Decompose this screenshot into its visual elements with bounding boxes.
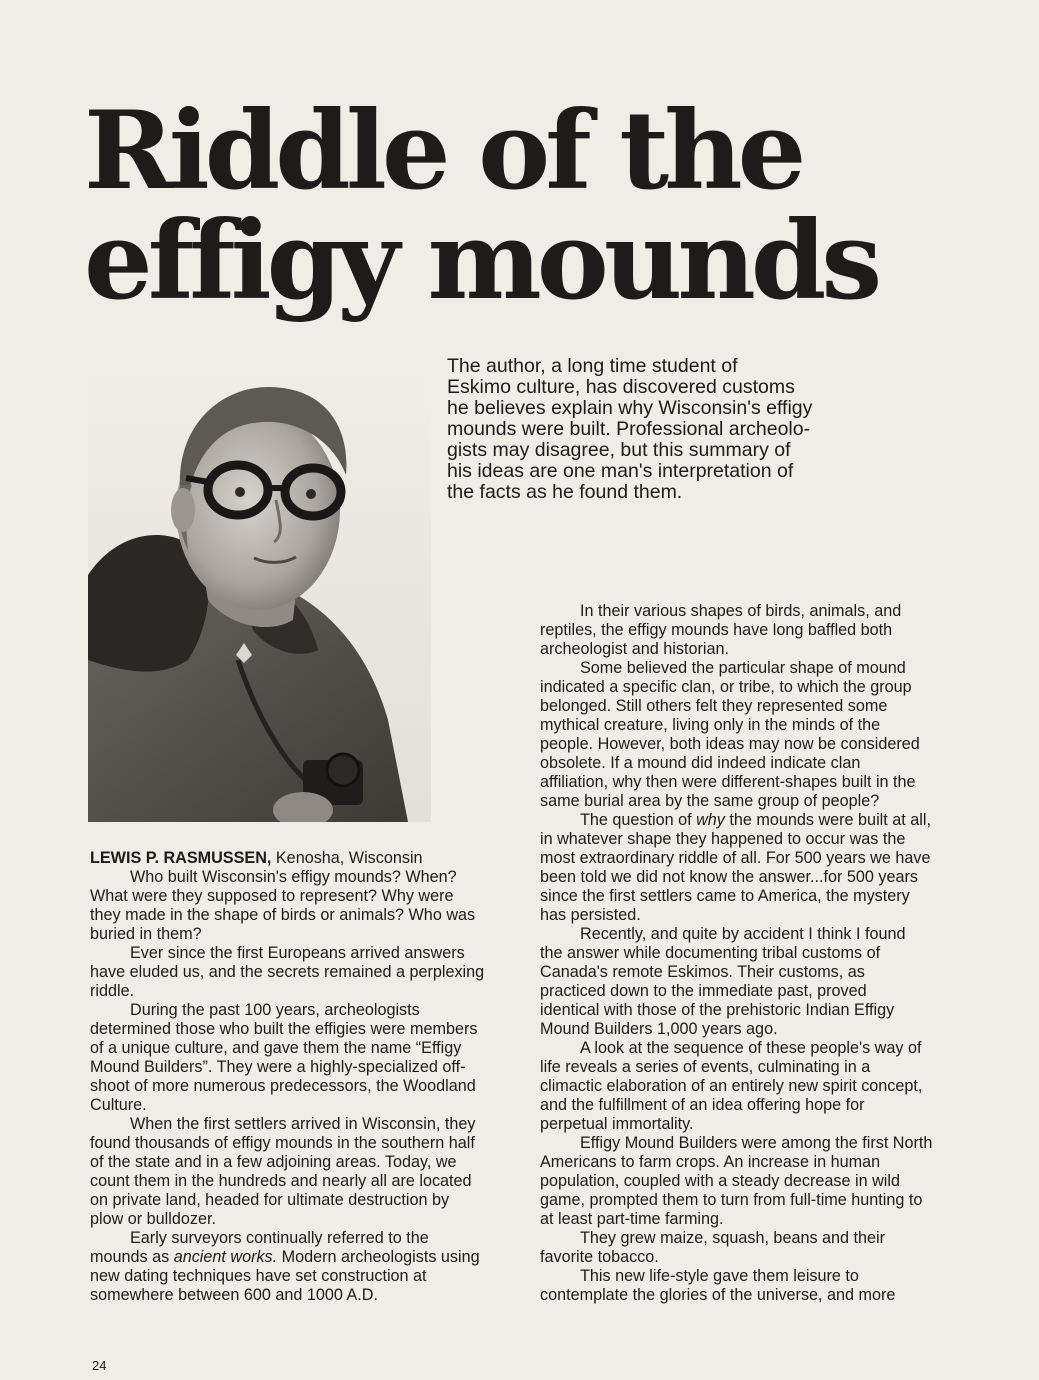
body-line: found thousands of effigy mounds in the southern half bbox=[90, 1134, 475, 1152]
body-line: belonged. Still others felt they represented some bbox=[540, 697, 888, 715]
body-line: Who built Wisconsin's effigy mounds? When? bbox=[130, 868, 457, 886]
left-text-column bbox=[90, 849, 510, 1305]
body-line: been told we did not know the answer...for 500 years bbox=[540, 868, 918, 886]
body-line: Canada's remote Eskimos. Their customs, as bbox=[540, 963, 865, 981]
body-line: mythical creature, living only in the minds of the bbox=[540, 716, 881, 734]
body-line: Mound Builders 1,000 years ago. bbox=[540, 1020, 778, 1038]
body-text: mounds as bbox=[90, 1248, 174, 1266]
body-line: archeologist and historian. bbox=[540, 640, 729, 658]
intro-line: gists may disagree, but this summary of bbox=[447, 439, 791, 461]
body-line: in whatever shape they happened to occur was the bbox=[540, 830, 906, 848]
body-line: indicated a specific clan, or tribe, to which the group bbox=[540, 678, 912, 696]
body-line: affiliation, why then were different-shapes built in the bbox=[540, 773, 916, 791]
intro-line: The author, a long time student of bbox=[447, 355, 738, 377]
body-line: plow or bulldozer. bbox=[90, 1210, 216, 1228]
body-line: at least part-time farming. bbox=[540, 1210, 724, 1228]
body-line: population, coupled with a steady decrease in wild bbox=[540, 1172, 900, 1190]
emphasis-why: why bbox=[696, 811, 725, 829]
body-line: contemplate the glories of the universe, and more bbox=[540, 1286, 896, 1304]
body-line: of the state and in a few adjoining areas. Today, we bbox=[90, 1153, 457, 1171]
intro-deck bbox=[447, 356, 837, 503]
byline bbox=[90, 849, 510, 868]
body-line-ancient-works bbox=[90, 1248, 510, 1267]
body-line: life reveals a series of events, culminating in a bbox=[540, 1058, 871, 1076]
body-line: Ever since the first Europeans arrived answers bbox=[130, 944, 465, 962]
emphasis-ancient-works: ancient works. bbox=[173, 1248, 278, 1266]
body-line: has persisted. bbox=[540, 906, 641, 924]
body-line: Recently, and quite by accident I think I found bbox=[580, 925, 906, 943]
article-title-line-2: effigy mounds bbox=[84, 198, 878, 324]
body-line: They grew maize, squash, beans and their bbox=[580, 1229, 886, 1247]
body-line: people. However, both ideas may now be considered bbox=[540, 735, 920, 753]
body-line: During the past 100 years, archeologists bbox=[130, 1001, 420, 1019]
body-line: What were they supposed to represent? Why were bbox=[90, 887, 454, 905]
body-line: have eluded us, and the secrets remained a perplexing bbox=[90, 963, 485, 981]
body-line: since the first settlers came to America, the mystery bbox=[540, 887, 910, 905]
body-line: favorite tobacco. bbox=[540, 1248, 659, 1266]
right-text-column bbox=[540, 602, 960, 1305]
body-line: Mound Builders”. They were a highly-specialized off- bbox=[90, 1058, 466, 1076]
article-title-line-1: Riddle of the bbox=[84, 88, 802, 214]
body-line: count them in the hundreds and nearly all are located bbox=[90, 1172, 472, 1190]
body-line: perpetual immortality. bbox=[540, 1115, 694, 1133]
body-line: A look at the sequence of these people's way of bbox=[580, 1039, 922, 1057]
body-line: Americans to farm crops. An increase in human bbox=[540, 1153, 881, 1171]
body-line-why bbox=[540, 811, 960, 830]
author-name: LEWIS P. RASMUSSEN, bbox=[90, 849, 272, 867]
body-line: In their various shapes of birds, animals, and bbox=[580, 602, 902, 620]
body-line: the answer while documenting tribal customs of bbox=[540, 944, 881, 962]
author-portrait-photo bbox=[88, 360, 431, 822]
body-text: the mounds were built at all, bbox=[724, 811, 931, 829]
body-line: This new life-style gave them leisure to bbox=[580, 1267, 859, 1285]
intro-line: mounds were built. Professional archeolo- bbox=[447, 418, 811, 440]
body-line: buried in them? bbox=[90, 925, 202, 943]
body-line: shoot of more numerous predecessors, the Woodland bbox=[90, 1077, 476, 1095]
body-line: Culture. bbox=[90, 1096, 147, 1114]
body-line: somewhere between 600 and 1000 A.D. bbox=[90, 1286, 378, 1304]
body-line: new dating techniques have set construction at bbox=[90, 1267, 427, 1285]
body-line: reptiles, the effigy mounds have long baffled both bbox=[540, 621, 893, 639]
body-text: Modern archeologists using bbox=[277, 1248, 480, 1266]
intro-line: Eskimo culture, has discovered customs bbox=[447, 376, 795, 398]
intro-line: the facts as he found them. bbox=[447, 481, 683, 503]
body-line: practiced down to the immediate past, proved bbox=[540, 982, 867, 1000]
body-line: When the first settlers arrived in Wisconsin, they bbox=[130, 1115, 476, 1133]
body-line: determined those who built the effigies were members bbox=[90, 1020, 478, 1038]
body-line: and the fulfillment of an idea offering hope for bbox=[540, 1096, 865, 1114]
body-text: The question of bbox=[580, 811, 697, 829]
intro-line: his ideas are one man's interpretation of bbox=[447, 460, 794, 482]
intro-line: he believes explain why Wisconsin's effigy bbox=[447, 397, 813, 419]
page-number: 24 bbox=[92, 1358, 107, 1373]
body-line: game, prompted them to turn from full-time hunting to bbox=[540, 1191, 923, 1209]
body-line: they made in the shape of birds or animals? Who was bbox=[90, 906, 476, 924]
portrait-illustration bbox=[88, 360, 431, 822]
body-line: Some believed the particular shape of mound bbox=[580, 659, 906, 677]
body-line: riddle. bbox=[90, 982, 135, 1000]
body-line: climactic elaboration of an entirely new spirit concept, bbox=[540, 1077, 923, 1095]
body-line: most extraordinary riddle of all. For 500 years we have bbox=[540, 849, 931, 867]
body-line: same burial area by the same group of people? bbox=[540, 792, 880, 810]
body-line: identical with those of the prehistoric Indian Effigy bbox=[540, 1001, 895, 1019]
body-line: obsolete. If a mound did indeed indicate clan bbox=[540, 754, 861, 772]
article-title bbox=[84, 88, 884, 324]
author-location: Kenosha, Wisconsin bbox=[271, 849, 423, 867]
body-line: Effigy Mound Builders were among the first North bbox=[580, 1134, 933, 1152]
body-line: of a unique culture, and gave them the name “Effigy bbox=[90, 1039, 462, 1057]
body-line: Early surveyors continually referred to the bbox=[130, 1229, 429, 1247]
body-line: on private land, headed for ultimate destruction by bbox=[90, 1191, 450, 1209]
